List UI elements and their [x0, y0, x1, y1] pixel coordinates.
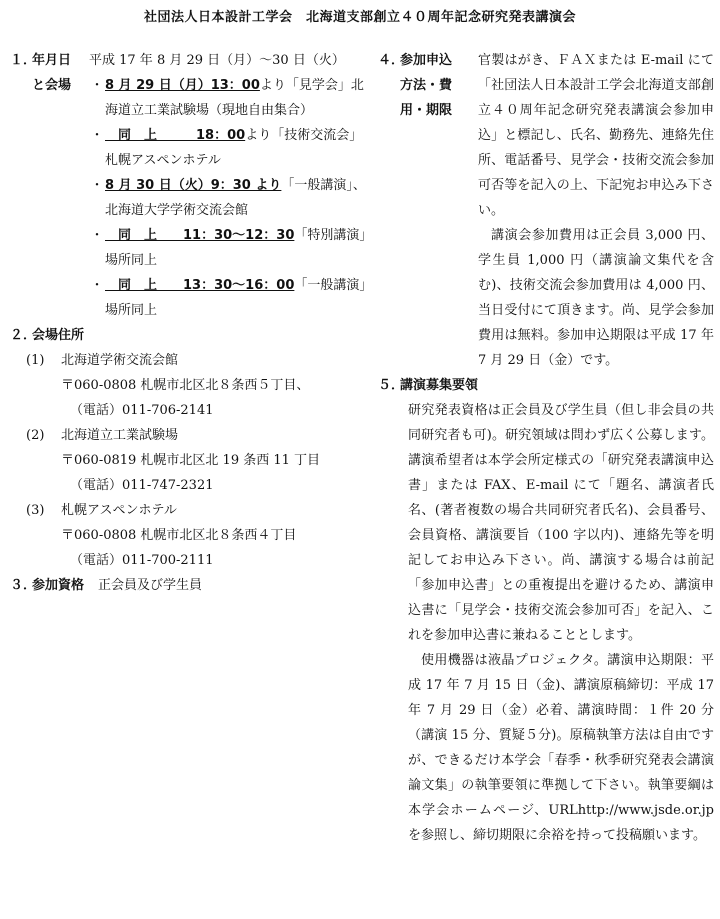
- section-body: [378, 398, 714, 848]
- section-3: [10, 573, 375, 598]
- venue-header: [10, 423, 375, 448]
- paragraph: 官製はがき、ＦＡＸまたは E-mail にて「社団法人日本設計工学会北海道支部創立４０周年記念研究発表講演会参加申込」と標記し、氏名、勤務先、連絡先住所、電話番号、見学会・技術交流会参加可否等を記入の上、下記宛お申込み下さい。: [478, 53, 714, 218]
- section-number: ５．: [378, 378, 405, 393]
- section-4: [378, 48, 714, 373]
- section-number: ３．: [10, 578, 37, 593]
- section-body: [478, 48, 714, 373]
- venue-name: 北海道立工業試験場: [61, 428, 179, 443]
- section-heading-line: 参加申込: [400, 53, 453, 68]
- section-heading: 講演募集要領: [400, 378, 479, 393]
- section-heading-text: 参加資格: [32, 578, 85, 593]
- section-5: [378, 373, 714, 398]
- section-number: １．: [10, 53, 37, 68]
- schedule-text: [105, 173, 375, 223]
- venue-header: [10, 348, 375, 373]
- section-number: ２．: [10, 328, 37, 343]
- section-heading: 会場住所: [32, 328, 85, 343]
- section-heading: [400, 48, 478, 373]
- bullet: ・: [90, 128, 104, 143]
- venue-label: (2): [26, 428, 45, 443]
- schedule-time: 同 上 11：30～12：30: [105, 228, 295, 243]
- venue: [10, 348, 375, 423]
- venue-address: 〒060-0808 札幌市北区北８条西５丁目、: [61, 378, 310, 393]
- bullet: ・: [90, 78, 104, 93]
- section-heading-line: 方法・費: [400, 78, 453, 93]
- venue-phone: （電話）011-747-2321: [70, 478, 214, 493]
- paragraph: 研究発表資格は正会員及び学生員（但し非会員の共同研究者も可)。研究領域は問わず広く公募します。講演希望者は本学会所定様式の「研究発表講演申込書」または FAX、E-mail にて「題名、講演者氏名、(著者複数の場合共同研究者氏名)、会員番号、会員資格、講演要旨（100 字以内)、連絡先等を明記してお申込み下さい。尚、講演する場合は前記「参加申込書」との重複提出を避けるため、講演申込書に「見学会・技術交流会参加可否」を記入、これを参加申込書に兼ねることとします。: [408, 403, 714, 643]
- bullet: ・: [90, 178, 104, 193]
- page-title: 社団法人日本設計工学会 北海道支部創立４０周年記念研究発表講演会: [143, 10, 576, 25]
- venue-label: (1): [26, 353, 45, 368]
- venue-address: 〒060-0819 札幌市北区北 19 条西 11 丁目: [61, 453, 321, 468]
- paragraph: 講演会参加費用は正会員 3,000 円、学生員 1,000 円（講演論文集代を含む)、技術交流会参加費用は 4,000 円、当日受付にて頂きます。尚、見学会参加費用は無料。参加申込期限は平成 17 年 7 月 29 日（金）です。: [478, 228, 714, 368]
- section-body: [89, 48, 379, 323]
- schedule-time: 同 上 13：30～16：00: [105, 278, 295, 293]
- schedule-text: [105, 73, 375, 123]
- schedule-description: 「一般講演」、北海道大学学術交流会館: [105, 178, 366, 218]
- section-heading-line: 用・期限: [400, 103, 453, 118]
- venue-phone: （電話）011-706-2141: [70, 403, 214, 418]
- bullet: ・: [90, 228, 104, 243]
- venue-name: 札幌アスペンホテル: [61, 503, 177, 518]
- schedule-time: 同 上 18：00: [105, 128, 246, 143]
- qualification-value: 正会員及び学生員: [98, 578, 203, 593]
- left-column: [10, 48, 379, 598]
- event-dates: 平成 17 年 8 月 29 日（月）～30 日（火）: [89, 53, 345, 68]
- venue-label: (3): [26, 503, 45, 518]
- schedule-description: より「技術交流会」札幌アスペンホテル: [105, 128, 363, 168]
- bullet: ・: [90, 278, 104, 293]
- section-heading-line: と会場: [32, 78, 72, 93]
- schedule-item: [89, 123, 375, 173]
- venue-name: 北海道学術交流会館: [61, 353, 179, 368]
- venue: [10, 498, 375, 573]
- right-column: [378, 48, 714, 848]
- schedule-time: 8 月 30 日（火）9：30 より: [105, 178, 282, 193]
- schedule-item: [89, 273, 379, 323]
- section-number: ４．: [378, 53, 405, 68]
- venue: [10, 423, 375, 498]
- venue-address: 〒060-0808 札幌市北区北８条西４丁目: [61, 528, 297, 543]
- paragraph: 使用機器は液晶プロジェクタ。講演申込期限：平成 17 年 7 月 15 日（金)、講演原稿締切：平成 17 年 7 月 29 日（金）必着、講演時間：１件 20 分（講演 15 分、質疑５分)。原稿執筆方法は自由ですが、できるだけ本学会「春季・秋季研究発表会講演論文集」の執筆要領に準拠して下さい。執筆要綱は本学会ホームページ、URLhttp://www.jsde.or.jp を参照し、締切期限に余裕を持って投稿願います。: [408, 653, 714, 843]
- schedule-text: [105, 223, 379, 273]
- venue-phone: （電話）011-700-2111: [70, 553, 214, 568]
- section-heading: [32, 48, 89, 323]
- schedule-item: [89, 223, 379, 273]
- schedule-text: [105, 123, 375, 173]
- schedule-time: 8 月 29 日（月）13：00: [105, 78, 260, 93]
- venue-header: [10, 498, 375, 523]
- schedule-description: 「特別講演」 場所同上: [105, 228, 379, 268]
- section-1: [10, 48, 379, 323]
- section-heading: [32, 573, 202, 598]
- venue-list: [10, 348, 375, 573]
- schedule-description: 「一般講演」 場所同上: [105, 278, 379, 318]
- schedule-item: [89, 73, 375, 123]
- schedule-description: より「見学会」北海道立工業試験場（現地自由集合）: [105, 78, 364, 118]
- section-heading-line: 年月日: [32, 53, 72, 68]
- section-2: [10, 323, 375, 348]
- schedule-item: [89, 173, 375, 223]
- schedule-text: [105, 273, 379, 323]
